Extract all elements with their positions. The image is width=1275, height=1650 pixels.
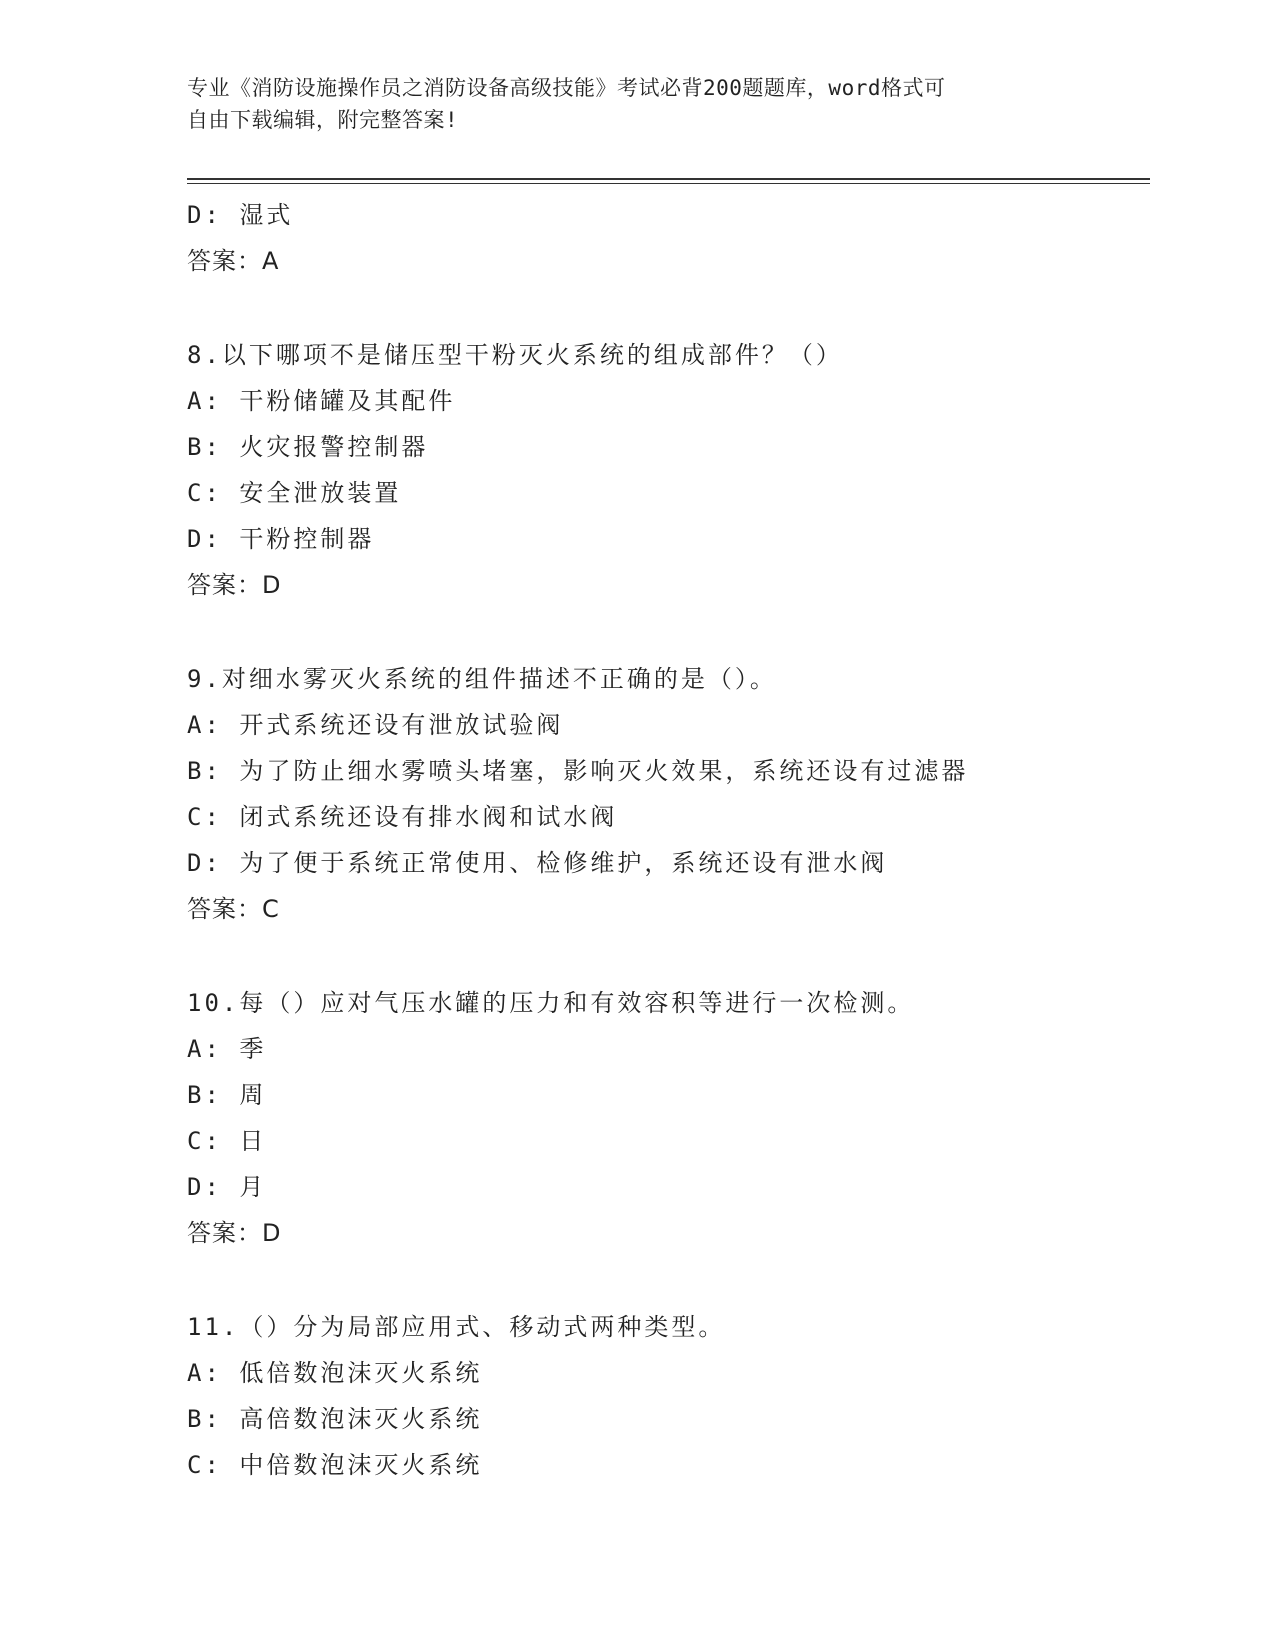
question-list — [187, 192, 1147, 1488]
option-d: D: 湿式 — [187, 201, 294, 229]
partial-question-7 — [187, 192, 1147, 284]
question-stem: 11.（）分为局部应用式、移动式两种类型。 — [187, 1313, 726, 1341]
question-stem: 10.每（）应对气压水罐的压力和有效容积等进行一次检测。 — [187, 989, 915, 1017]
option-b: B: 火灾报警控制器 — [187, 433, 429, 461]
header-line-1: 专业《消防设施操作员之消防设备高级技能》考试必背200题题库，word格式可 — [187, 76, 946, 100]
option-d: D: 月 — [187, 1173, 267, 1201]
option-b: B: 为了防止细水雾喷头堵塞，影响灭火效果，系统还设有过滤器 — [187, 757, 969, 785]
page-header — [187, 72, 1067, 136]
question-stem: 9.对细水雾灭火系统的组件描述不正确的是（）。 — [187, 665, 777, 693]
question-10 — [187, 980, 1147, 1256]
option-c: C: 闭式系统还设有排水阀和试水阀 — [187, 803, 618, 831]
answer-line: 答案：A — [187, 247, 280, 275]
option-a: A: 季 — [187, 1035, 267, 1063]
option-a: A: 开式系统还设有泄放试验阀 — [187, 711, 564, 739]
option-b: B: 高倍数泡沫灭火系统 — [187, 1405, 483, 1433]
question-stem: 8.以下哪项不是储压型干粉灭火系统的组成部件？（） — [187, 341, 843, 369]
option-c: C: 中倍数泡沫灭火系统 — [187, 1451, 483, 1479]
option-a: A: 低倍数泡沫灭火系统 — [187, 1359, 483, 1387]
option-d: D: 干粉控制器 — [187, 525, 375, 553]
question-9 — [187, 656, 1147, 932]
question-11 — [187, 1304, 1147, 1488]
header-line-2: 自由下载编辑，附完整答案! — [187, 108, 459, 132]
answer-line: 答案：C — [187, 895, 280, 923]
option-c: C: 安全泄放装置 — [187, 479, 402, 507]
option-a: A: 干粉储罐及其配件 — [187, 387, 456, 415]
option-d: D: 为了便于系统正常使用、检修维护，系统还设有泄水阀 — [187, 849, 888, 877]
answer-line: 答案：D — [187, 1219, 282, 1247]
answer-line: 答案：D — [187, 571, 282, 599]
header-rule-thick — [187, 178, 1150, 180]
option-c: C: 日 — [187, 1127, 267, 1155]
option-b: B: 周 — [187, 1081, 267, 1109]
question-8 — [187, 332, 1147, 608]
header-rule-thin — [187, 183, 1150, 184]
